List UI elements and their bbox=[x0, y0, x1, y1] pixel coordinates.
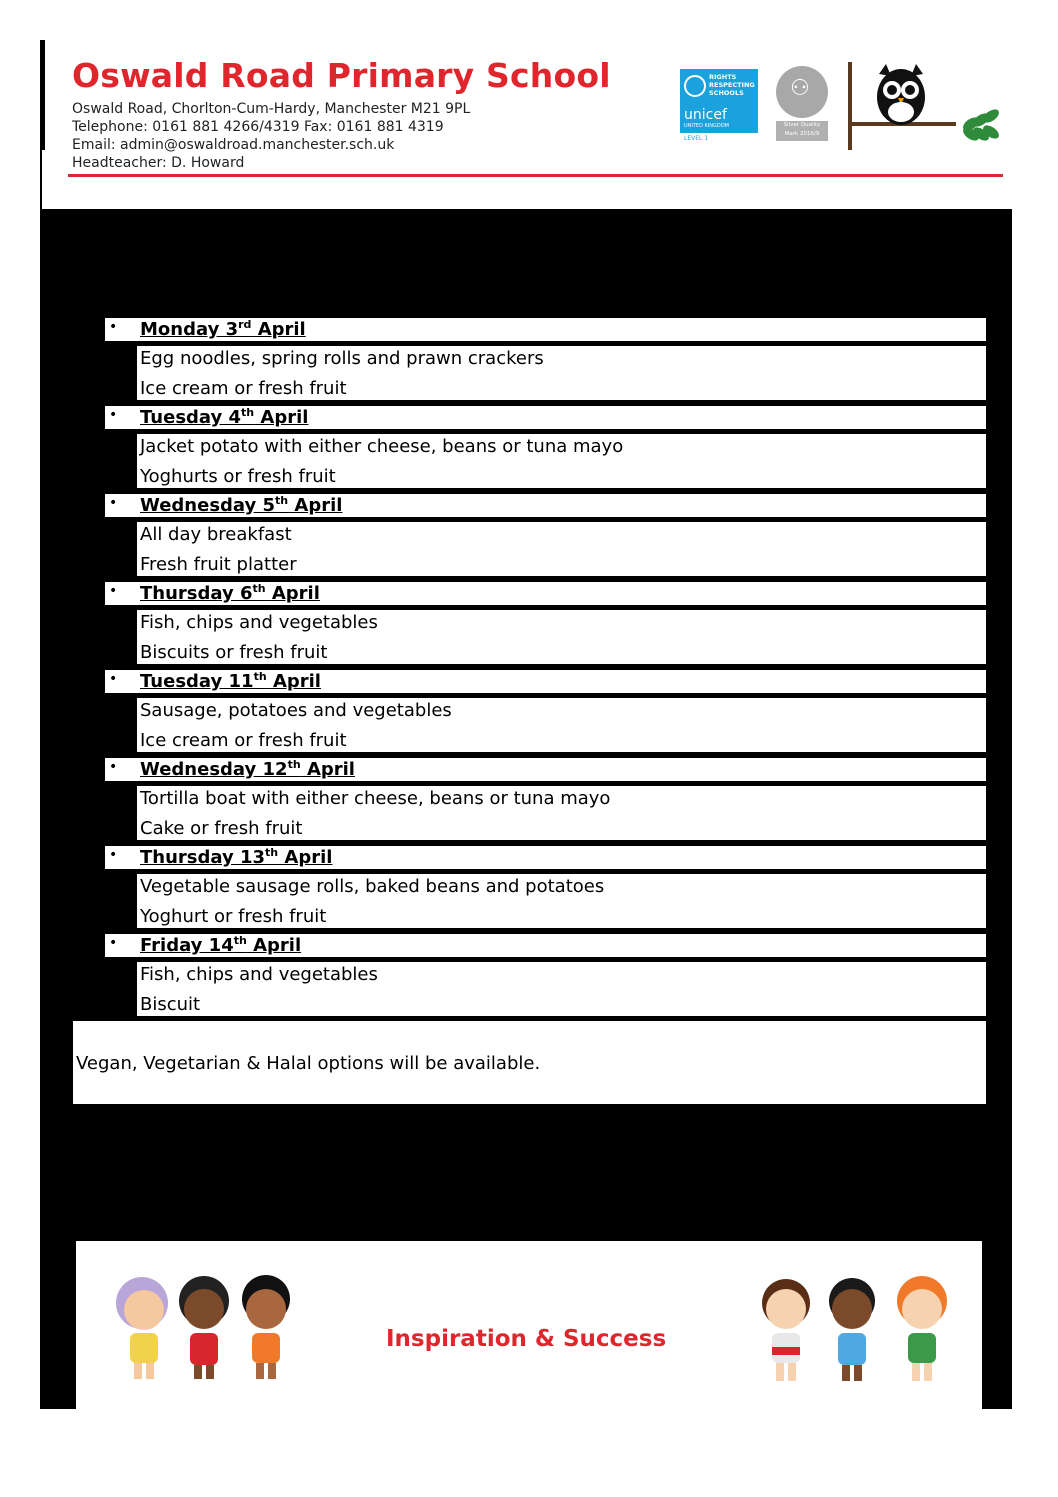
main-course: Jacket potato with either cheese, beans or tuna mayo bbox=[140, 436, 624, 457]
dessert: Biscuits or fresh fruit bbox=[140, 642, 328, 663]
left-border-rule bbox=[40, 40, 45, 150]
bullet-icon: • bbox=[109, 935, 118, 951]
bullet-icon: • bbox=[109, 759, 118, 775]
main-course: Fish, chips and vegetables bbox=[140, 612, 378, 633]
day-heading: Thursday 6th April bbox=[140, 582, 320, 604]
menu-day-row bbox=[105, 758, 986, 781]
dessert: Ice cream or fresh fruit bbox=[140, 378, 347, 399]
dietary-note: Vegan, Vegetarian & Halal options will be available. bbox=[76, 1053, 541, 1074]
day-heading: Monday 3rd April bbox=[140, 318, 306, 340]
day-heading: Wednesday 5th April bbox=[140, 494, 343, 516]
bullet-icon: • bbox=[109, 319, 118, 335]
day-heading: Friday 14th April bbox=[140, 934, 302, 956]
bullet-icon: • bbox=[109, 671, 118, 687]
silver-award-label: Silver Quality Mark 2016/9 bbox=[776, 121, 828, 141]
menu-day-row bbox=[105, 934, 986, 957]
main-course: Egg noodles, spring rolls and prawn crackers bbox=[140, 348, 544, 369]
meal-box bbox=[137, 874, 986, 928]
day-heading: Thursday 13th April bbox=[140, 846, 333, 868]
unicef-wordmark: unicef bbox=[684, 107, 727, 123]
email: Email: admin@oswaldroad.manchester.sch.uk bbox=[72, 137, 395, 153]
globe-icon bbox=[684, 75, 706, 97]
contact-block bbox=[72, 100, 470, 172]
dessert: Fresh fruit platter bbox=[140, 554, 297, 575]
footer-banner bbox=[76, 1241, 982, 1409]
menu-day-row bbox=[105, 670, 986, 693]
bullet-icon: • bbox=[109, 407, 118, 423]
meal-box bbox=[137, 786, 986, 840]
bullet-icon: • bbox=[109, 495, 118, 511]
rights-respecting-schools-logo bbox=[680, 69, 758, 133]
meal-box bbox=[137, 610, 986, 664]
rrs-level: LEVEL 1 bbox=[684, 135, 709, 142]
dessert: Yoghurts or fresh fruit bbox=[140, 466, 336, 487]
main-course: Sausage, potatoes and vegetables bbox=[140, 700, 452, 721]
meal-box bbox=[137, 346, 986, 400]
main-course: All day breakfast bbox=[140, 524, 292, 545]
meal-box bbox=[137, 698, 986, 752]
bullet-icon: • bbox=[109, 583, 118, 599]
dietary-notes-box bbox=[73, 1021, 986, 1104]
headteacher: Headteacher: D. Howard bbox=[72, 155, 245, 171]
dessert: Yoghurt or fresh fruit bbox=[140, 906, 327, 927]
address: Oswald Road, Chorlton-Cum-Hardy, Manchester M21 9PL bbox=[72, 101, 471, 117]
day-heading: Tuesday 4th April bbox=[140, 406, 309, 428]
telephone: Telephone: 0161 881 4266/4319 Fax: 0161 881 4319 bbox=[72, 119, 444, 135]
header-divider bbox=[68, 174, 1003, 177]
children-illustration-left bbox=[94, 1265, 314, 1385]
left-border-rule-lower bbox=[40, 150, 42, 210]
unicef-country: UNITED KINGDOM bbox=[684, 123, 729, 129]
dessert: Biscuit bbox=[140, 994, 201, 1015]
owl-on-branch-icon bbox=[846, 62, 1004, 152]
main-course: Vegetable sausage rolls, baked beans and potatoes bbox=[140, 876, 605, 897]
quality-mark-logo bbox=[776, 66, 828, 118]
rrs-logo-text: RIGHTS RESPECTING SCHOOLS bbox=[709, 73, 755, 97]
day-heading: Wednesday 12th April bbox=[140, 758, 355, 780]
menu-day-row bbox=[105, 846, 986, 869]
day-heading: Tuesday 11th April bbox=[140, 670, 321, 692]
menu-day-row bbox=[105, 582, 986, 605]
footer-tagline: Inspiration & Success bbox=[386, 1326, 667, 1352]
meal-box bbox=[137, 962, 986, 1016]
main-course: Fish, chips and vegetables bbox=[140, 964, 378, 985]
meal-box bbox=[137, 434, 986, 488]
menu-day-row bbox=[105, 494, 986, 517]
dessert: Ice cream or fresh fruit bbox=[140, 730, 347, 751]
main-course: Tortilla boat with either cheese, beans or tuna mayo bbox=[140, 788, 611, 809]
meal-box bbox=[137, 522, 986, 576]
menu-day-row bbox=[105, 406, 986, 429]
dessert: Cake or fresh fruit bbox=[140, 818, 303, 839]
people-icon: ⚇ bbox=[790, 76, 810, 101]
bullet-icon: • bbox=[109, 847, 118, 863]
school-name: Oswald Road Primary School bbox=[72, 56, 611, 95]
menu-day-row bbox=[105, 318, 986, 341]
children-illustration-right bbox=[746, 1265, 966, 1390]
